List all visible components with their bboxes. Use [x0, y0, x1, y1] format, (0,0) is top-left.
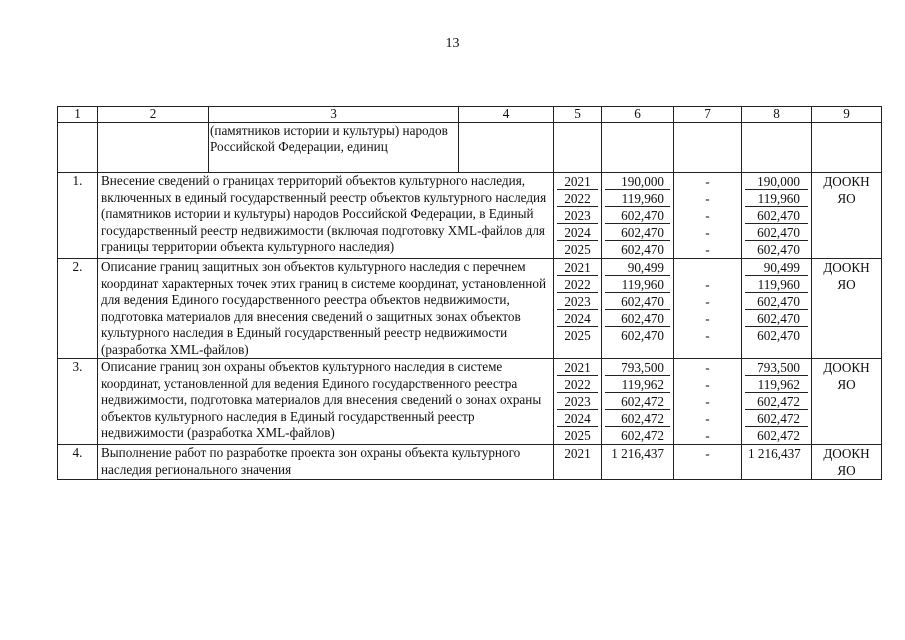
- column7-list: [677, 359, 738, 444]
- list-item: -: [705, 428, 710, 443]
- executor-line: ДООКН: [823, 360, 870, 375]
- page-number: 13: [445, 36, 460, 51]
- list-item: 2022: [557, 376, 598, 393]
- list-item: 119,960: [745, 190, 808, 207]
- total-list: [745, 445, 808, 462]
- list-item: 2022: [557, 276, 598, 293]
- list-item: 119,960: [605, 276, 670, 293]
- list-item: 602,470: [745, 207, 808, 224]
- header-cell: 1: [58, 107, 98, 123]
- total-list: [745, 259, 808, 344]
- list-item: -: [705, 191, 710, 206]
- list-item: 602,472: [621, 428, 664, 443]
- list-item: -: [705, 242, 710, 257]
- amount-list: [605, 445, 670, 462]
- row-number: 2.: [58, 259, 98, 359]
- executor-line: ДООКН: [823, 260, 870, 275]
- executor-line: ЯО: [837, 463, 856, 478]
- header-cell: 2: [98, 107, 209, 123]
- row-description: Выполнение работ по разработке проекта зон охраны объекта культурного наследия регионального значения: [98, 445, 554, 480]
- list-item: -: [705, 377, 710, 392]
- list-item: 2023: [557, 293, 598, 310]
- column7-list: [677, 259, 738, 344]
- row-description: Описание границ защитных зон объектов культурного наследия с перечнем координат характерных точек этих границ в системе координат, установленной для ведения Единого государственного реестра объектов недвижимости, подготовка материалов для внесения сведений о защитных зонах объектов культурного наследия в Единый государственный реестр недвижимости (разработка XML-файлов): [98, 259, 554, 359]
- list-item: -: [705, 311, 710, 326]
- list-item: 602,470: [621, 242, 664, 257]
- row-description: Описание границ зон охраны объектов культурного наследия в системе координат, установленной для ведения Единого государственного реестра недвижимости, подготовка материалов для внесения сведений о зонах охраны объектов культурного наследия в Единый государственный реестр недвижимости (разработка XML-файлов): [98, 359, 554, 445]
- list-item: 119,962: [745, 376, 808, 393]
- list-item: 2024: [557, 224, 598, 241]
- list-item: 2025: [564, 242, 591, 257]
- list-item: -: [705, 225, 710, 240]
- list-item: -: [705, 174, 710, 189]
- list-item: 2023: [557, 393, 598, 410]
- executor-line: ЯО: [837, 277, 856, 292]
- list-item: 602,470: [757, 242, 800, 257]
- list-item: 2021: [557, 359, 598, 376]
- list-item: -: [705, 294, 710, 309]
- header-cell: 5: [554, 107, 602, 123]
- column7-list: [677, 173, 738, 258]
- continuation-text: (памятников истории и культуры) народов Российской Федерации, единиц: [210, 123, 448, 154]
- executor-line: ДООКН: [823, 446, 870, 461]
- list-item: 602,472: [605, 410, 670, 427]
- amount-list: [605, 173, 670, 258]
- row-number: 1.: [58, 173, 98, 259]
- year-list: [557, 173, 598, 258]
- header-cell: 8: [742, 107, 812, 123]
- row-description: Внесение сведений о границах территорий объектов культурного наследия, включенных в единый государственный реестр объектов культурного наследия (памятников истории и культуры) народов Российской Федерации, в Единый государственный реестр недвижимости (включая подготовку XML-файлов для границы территории объекта культурного наследия): [98, 173, 554, 259]
- list-item: 1 216,437: [611, 446, 664, 461]
- executor-cell: [812, 359, 882, 445]
- list-item: 602,470: [605, 224, 670, 241]
- amount-list: [605, 359, 670, 444]
- total-list: [745, 359, 808, 444]
- list-item: 190,000: [745, 173, 808, 190]
- amount-list: [605, 259, 670, 344]
- list-item: 602,470: [757, 328, 800, 343]
- list-item: -: [705, 277, 710, 292]
- header-cell: 9: [812, 107, 882, 123]
- list-item: -: [705, 394, 710, 409]
- list-item: -: [705, 328, 710, 343]
- column7-list: [677, 445, 738, 462]
- table-row: [58, 359, 882, 445]
- list-item: 2023: [557, 207, 598, 224]
- header-cell: 6: [602, 107, 674, 123]
- list-item: 602,472: [757, 428, 800, 443]
- row-number: 3.: [58, 359, 98, 445]
- row-number: 4.: [58, 445, 98, 480]
- list-item: 2024: [557, 410, 598, 427]
- list-item: 2022: [557, 190, 598, 207]
- executor-line: ЯО: [837, 191, 856, 206]
- list-item: 2025: [564, 428, 591, 443]
- header-cell: 4: [459, 107, 554, 123]
- continuation-row: [58, 123, 882, 173]
- list-item: 602,470: [605, 310, 670, 327]
- header-cell: 7: [674, 107, 742, 123]
- table-row: [58, 259, 882, 359]
- executor-cell: [812, 259, 882, 359]
- list-item: 602,470: [745, 310, 808, 327]
- list-item: 2021: [557, 173, 598, 190]
- list-item: 90,499: [745, 259, 808, 276]
- list-item: 602,470: [605, 293, 670, 310]
- list-item: 1 216,437: [748, 446, 801, 461]
- list-item: 2024: [557, 310, 598, 327]
- list-item: 2025: [564, 328, 591, 343]
- table-row: [58, 445, 882, 480]
- list-item: 602,472: [605, 393, 670, 410]
- list-item: -: [705, 446, 710, 461]
- list-item: 793,500: [745, 359, 808, 376]
- executor-cell: [812, 173, 882, 259]
- list-item: -: [705, 360, 710, 375]
- list-item: 119,960: [745, 276, 808, 293]
- executor-line: ДООКН: [823, 174, 870, 189]
- list-item: 190,000: [605, 173, 670, 190]
- list-item: [677, 259, 738, 276]
- year-list: [557, 259, 598, 344]
- list-item: 602,470: [745, 224, 808, 241]
- executor-line: ЯО: [837, 377, 856, 392]
- list-item: 119,960: [605, 190, 670, 207]
- list-item: 2021: [557, 259, 598, 276]
- list-item: 602,472: [745, 393, 808, 410]
- list-item: 602,470: [745, 293, 808, 310]
- list-item: 119,962: [605, 376, 670, 393]
- list-item: -: [705, 208, 710, 223]
- list-item: -: [705, 411, 710, 426]
- list-item: 793,500: [605, 359, 670, 376]
- year-list: [557, 359, 598, 444]
- program-table: [57, 106, 882, 480]
- list-item: 90,499: [605, 259, 670, 276]
- table-row: [58, 173, 882, 259]
- list-item: 2021: [564, 446, 591, 461]
- list-item: 602,472: [745, 410, 808, 427]
- header-cell: 3: [209, 107, 459, 123]
- list-item: 602,470: [605, 207, 670, 224]
- list-item: 602,470: [621, 328, 664, 343]
- total-list: [745, 173, 808, 258]
- year-list: [557, 445, 598, 462]
- column-number-row: [58, 107, 882, 123]
- executor-cell: [812, 445, 882, 480]
